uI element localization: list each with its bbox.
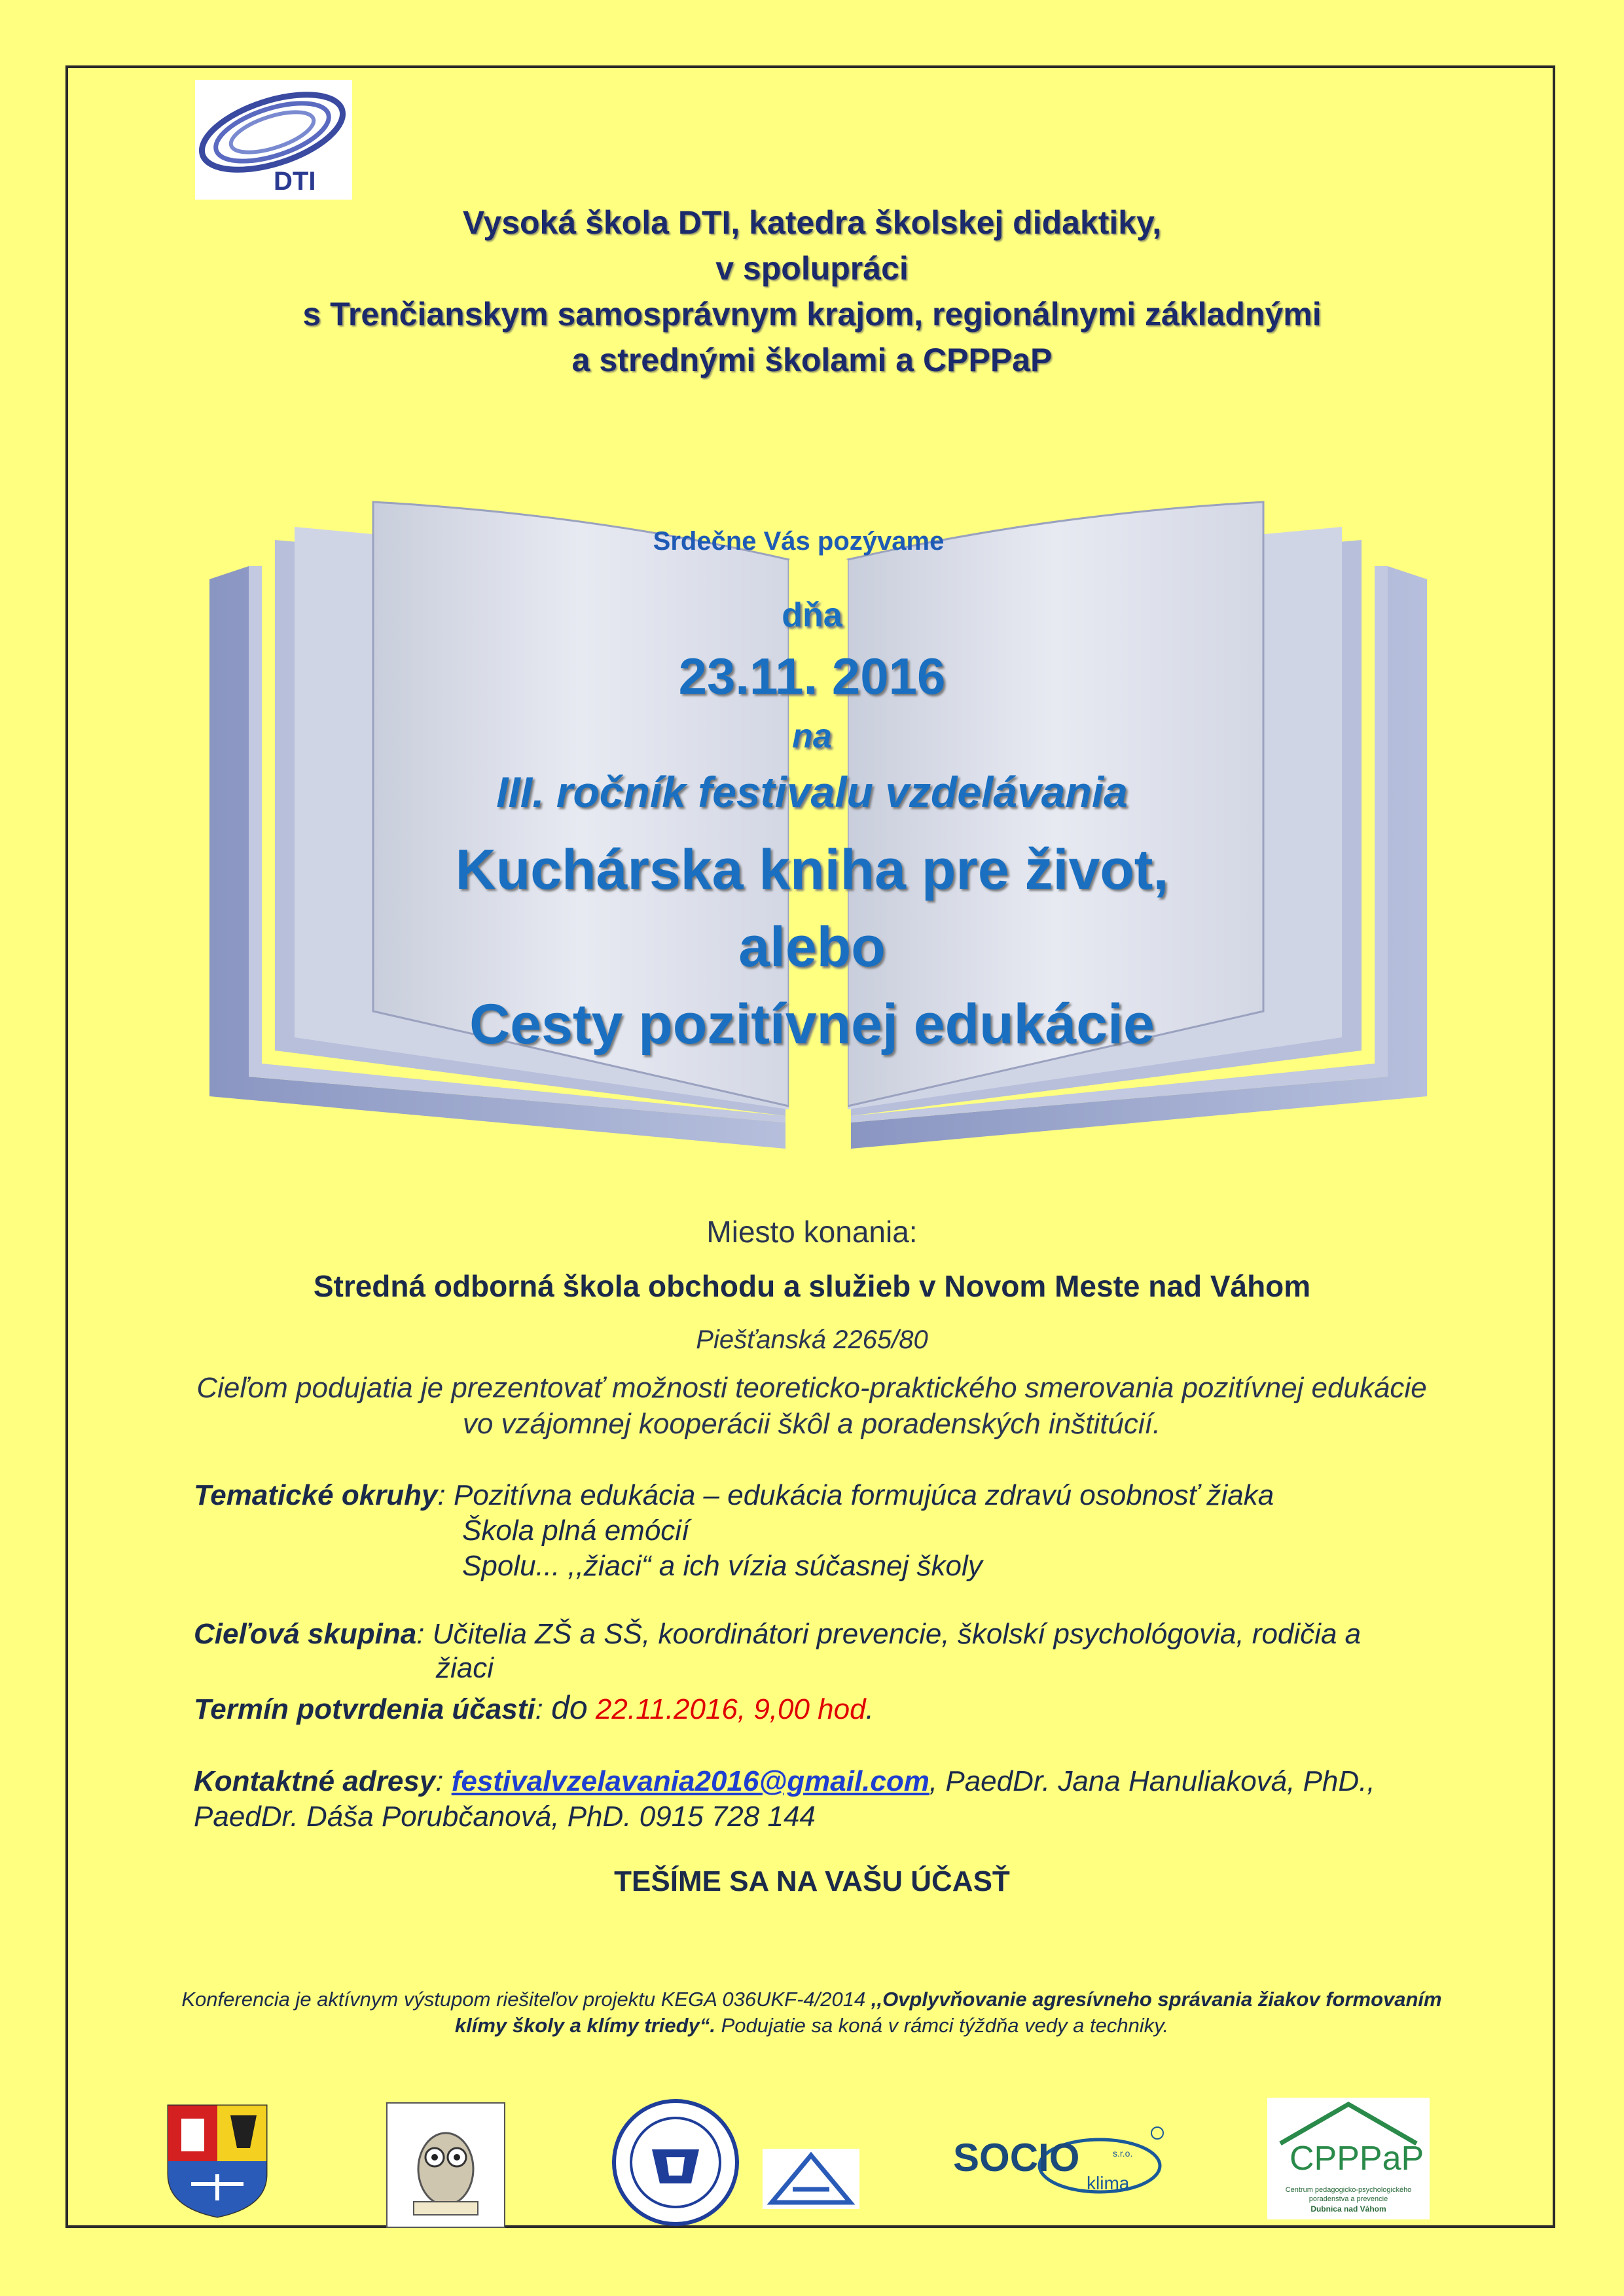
title-line: alebo	[738, 916, 886, 978]
on-label: na	[792, 717, 832, 755]
topic-item: Spolu... ,,žiaci“ a ich vízia súčasnej školy	[462, 1550, 983, 1582]
festival-edition: III. ročník festivalu vzdelávania	[496, 768, 1128, 816]
sro-text: s.r.o.	[1113, 2148, 1133, 2159]
target-text-cont: žiaci	[436, 1652, 494, 1684]
header-line: v spolupráci	[715, 250, 909, 287]
svg-text:DTI: DTI	[274, 167, 316, 196]
organizer-header	[131, 200, 1493, 383]
event-date: 23.11. 2016	[678, 647, 946, 705]
cpppap-text: CPPPaP	[1290, 2140, 1424, 2178]
socio-text: SOCIO	[953, 2136, 1080, 2179]
owl-icon	[388, 2104, 504, 2227]
klima-text: klima	[1087, 2173, 1130, 2193]
contact-person-2: PaedDr. Dáša Porubčanová, PhD. 0915 728 144	[194, 1801, 816, 1833]
topics-label: Tematické okruhy	[194, 1479, 438, 1511]
title-line: Cesty pozitívnej edukácie	[469, 993, 1155, 1056]
venue-name: Stredná odborná škola obchodu a služieb v Novom Meste nad Váhom	[313, 1269, 1311, 1303]
socio-klima-logo	[949, 2124, 1165, 2202]
header-line: a strednými školami a CPPPaP	[571, 342, 1053, 378]
dti-logo	[195, 80, 352, 200]
venue-label: Miesto konania:	[706, 1215, 918, 1249]
footer-text: Konferencia je aktívnym výstupom riešiteľov projektu KEGA 036UKF-4/2014	[181, 1988, 871, 2011]
orbit-icon	[195, 80, 352, 200]
sos-school-seal	[611, 2098, 740, 2227]
header-line: s Trenčianskym samosprávnym krajom, regionálnymi základnými	[302, 296, 1322, 332]
closing-line: TEŠÍME SA NA VAŠU ÚČASŤ	[614, 1865, 1010, 1897]
invitation-text: Srdečne Vás pozývame	[653, 527, 945, 556]
topic-item: Pozitívna edukácia – edukácia formujúca zdravú osobnosť žiaka	[453, 1479, 1274, 1511]
footer-note	[164, 1986, 1460, 2039]
event-goal: Cieľom podujatia je prezentovať možnosti teoreticko-praktického smerovania pozitívnej edukácie vo vzájomnej kooperácii škôl a poradenských inštitúcií.	[196, 1372, 1427, 1440]
owl-school-logo	[386, 2102, 505, 2228]
email-link[interactable]: festivalvzelavania2016@gmail.com	[451, 1765, 929, 1797]
topics-line: Tematické okruhy: Pozitívna edukácia – edukácia formujúca zdravú osobnosť žiaka	[194, 1479, 1274, 1511]
date-prefix: dňa	[782, 596, 842, 634]
region-coat-of-arms	[165, 2102, 270, 2219]
footer-text: Podujatie sa koná v rámci týždňa vedy a techniky.	[715, 2014, 1169, 2037]
cpppap-caption: Centrum pedagogicko-psychologického	[1285, 2186, 1412, 2194]
target-line: Cieľová skupina: Učitelia ZŠ a SŠ, koordinátori prevencie, školskí psychológovia, rodičia a	[194, 1618, 1362, 1650]
title-line: Kuchárska kniha pre život,	[455, 838, 1169, 901]
house-icon	[1267, 2098, 1430, 2219]
event-title	[0, 831, 1624, 1063]
deadline-suffix: .	[865, 1693, 874, 1725]
header-line: Vysoká škola DTI, katedra školskej didaktiky,	[462, 204, 1162, 241]
cpppap-caption: Dubnica nad Váhom	[1310, 2204, 1386, 2214]
deadline-value: 22.11.2016, 9,00 hod	[595, 1693, 866, 1725]
contacts-line: Kontaktné adresy: festivalvzelavania2016@gmail.com, PaedDr. Jana Hanuliaková, PhD.,	[194, 1765, 1375, 1797]
cpppap-logo	[1267, 2098, 1430, 2219]
topic-item: Škola plná emócií	[462, 1515, 690, 1547]
target-label: Cieľová skupina	[194, 1618, 417, 1650]
association-logo	[763, 2149, 859, 2209]
deadline-label: Termín potvrdenia účasti	[194, 1693, 535, 1725]
contacts-label: Kontaktné adresy	[194, 1765, 436, 1797]
deadline-line: Termín potvrdenia účasti: do 22.11.2016, 9,00 hod.	[194, 1689, 874, 1726]
deadline-prefix: do	[551, 1689, 588, 1726]
project-title: ,,Ovplyvňovanie agresívneho správania žiakov formovaním klímy školy a klímy triedy“.	[454, 1988, 1442, 2037]
cpppap-caption: poradenstva a prevencie	[1308, 2195, 1388, 2203]
contact-person: , PaedDr. Jana Hanuliaková, PhD.,	[929, 1765, 1375, 1797]
target-text: Učitelia ZŠ a SŠ, koordinátori prevencie, školskí psychológovia, rodičia a	[432, 1618, 1362, 1650]
venue-street: Piešťanská 2265/80	[696, 1325, 928, 1354]
